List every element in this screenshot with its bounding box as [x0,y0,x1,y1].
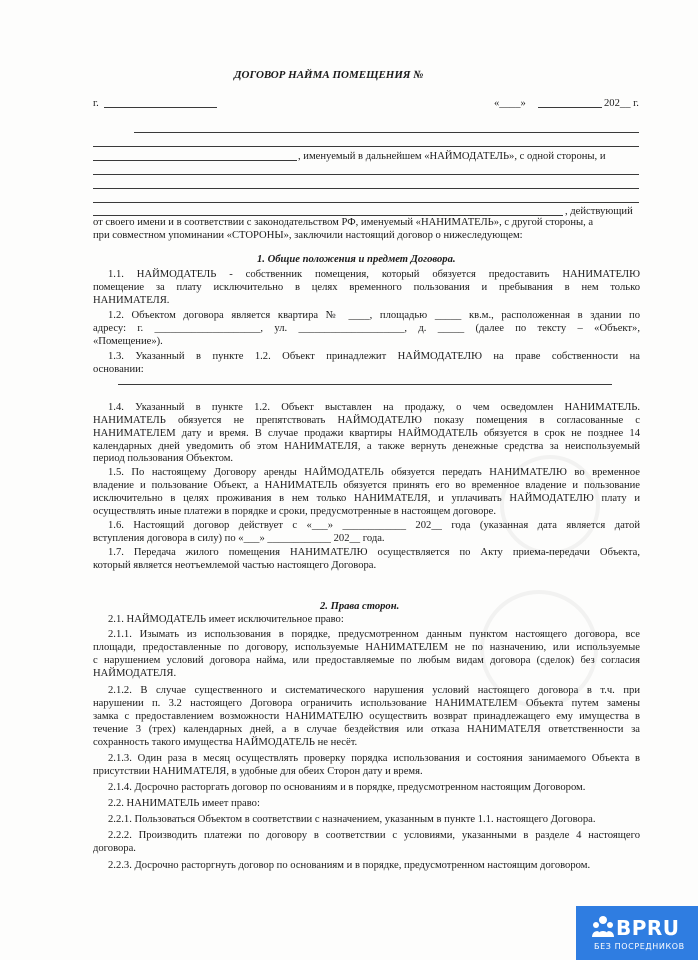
clause-text: 1.4. Указанный в пункте 1.2. Объект выставлен на продажу, о чем осведомлен НАНИМАТЕЛЬ. [108,402,640,413]
tenant-end: , действующий [565,206,633,217]
clause-text: 2.1.3. Один раза в месяц осуществлять проверку порядка использования и состояния занимаемого Объекта в [108,753,640,764]
clause-text: помещение за плату исключительно в целях временного пользования и пребывания в нем только [93,282,640,293]
clause-text: основании: [93,364,144,375]
clause-text: замка с предоставлением возможности НАНИМАТЕЛЮ осуществить возврат принадлежащего ему имущества в [93,711,640,722]
clause-text: календарных дней уведомить об этом НАНИМАТЕЛЯ, а также вернуть денежные средства за неиспользуемый [93,441,640,452]
clause-text: сохранность такого имущества НАЙМОДАТЕЛЬ не несёт. [93,737,358,748]
clause-text: 2.1.2. В случае существенного и систематического нарушения условий настоящего договора в т.ч. при [108,685,640,696]
clause-text: НАЙМОДАТЕЛЯ. [93,668,177,679]
clause-text: 1.7. Передача жилого помещения НАНИМАТЕЛЮ осуществляется по Акту приема-передачи Объекта, [108,547,640,558]
section-heading: 1. Общие положения и предмет Договора. [257,254,456,265]
clause-text: 1.6. Настоящий договор действует с «___» ____________ 202__ года (указанная дата является датой [108,520,640,531]
clause-text: 1.1. НАЙМОДАТЕЛЬ - собственник помещения, который обязуется предоставить НАНИМАТЕЛЮ [108,269,640,280]
blank-line [93,174,639,175]
clause-text: 2.2.1. Пользоваться Объектом в соответствии с назначением, указанным в пункте 1.1. настоящего Договора. [108,814,596,825]
clause-text: НАНИМАТЕЛЕМ дату и время. В случае продажи квартиры НАЙМОДАТЕЛЬ обязуется в срок не позднее 14 [93,428,640,439]
clause-text: «Помещение»). [93,336,163,347]
blank-line [93,202,639,203]
bpru-watermark-badge [576,906,698,960]
clause-text: площади, предоставленные по договору, используемые НАНИМАТЕЛЕМ не по назначению, или используемые [93,642,640,653]
clause-text: с нарушением условий договора найма, или предоставляемые по любым видам договора (сделок) без согласия [93,655,640,666]
date-month-blank [538,107,602,108]
clause-text: исключительно в целях проживания в нем только НАНИМАТЕЛЯ, и уплачивать НАЙМОДАТЕЛЮ плату и [93,493,640,504]
clause-text: осуществлять иные платежи в порядке и сроки, предусмотренные в настоящем договоре. [93,506,496,517]
clause-text: 2.2. НАНИМАТЕЛЬ имеет право: [108,798,260,809]
clause-text: договора. [93,843,136,854]
watermark-brand: BPRU [616,916,680,940]
date-day: «____» [494,98,526,109]
clause-text: 2.1.1. Изымать из использования в порядке, предусмотренном данным пунктом настоящего договора, все [108,629,640,640]
clause-text: 1.3. Указанный в пункте 1.2. Объект принадлежит НАЙМОДАТЕЛЮ на праве собственности на [108,351,640,362]
clause-text: 2.1. НАЙМОДАТЕЛЬ имеет исключительное право: [108,614,344,625]
clause-text: 2.2.2. Производить платежи по договору в соответствии с условиями, указанными в разделе 4 настоящего [108,830,640,841]
people-icon [592,915,614,939]
clause-text: 1.2. Объектом договора является квартира № ____, площадью _____ кв.м., расположенная в здании по [108,310,640,321]
preamble-line: при совместном упоминании «СТОРОНЫ», заключили настоящий договор о нижеследующем: [93,230,523,241]
document-title: ДОГОВОР НАЙМА ПОМЕЩЕНИЯ № [234,69,424,81]
blank-line [134,132,639,133]
clause-text: НАНИМАТЕЛЯ. [93,295,170,306]
blank-line [93,146,639,147]
clause-text: 2.2.3. Досрочно расторгнуть договор по основаниям и в порядке, предусмотренном настоящим договором. [108,860,591,871]
clause-text: который является неотъемлемой частью настоящего Договора. [93,560,377,571]
ownership-basis-blank [118,384,612,385]
clause-text: 2.1.4. Досрочно расторгать договор по основаниям и в порядке, предусмотренном настоящим Договором. [108,782,586,793]
city-prefix: г. [93,98,99,109]
clause-text: адресу: г. ____________________, ул. ____________________, д. _____ (далее по тексту – «Объект», [93,323,640,334]
landlord-blank [93,160,297,161]
blank-line [93,188,639,189]
clause-text: владение и пользование Объект, а НАНИМАТЕЛЬ обязуется принять его во временное владение и пользование [93,480,640,491]
clause-text: НАНИМАТЕЛЬ обязуется не препятствовать НАЙМОДАТЕЛЮ показу помещения в согласованные с [93,415,640,426]
clause-text: вступления договора в силу) по «___» ____________ 202__ года. [93,533,385,544]
city-blank [104,107,217,108]
section-heading: 2. Права сторон. [320,601,400,612]
clause-text: нарушении п. 3.2 настоящего Договора ограничить использование НАНИМАТЕЛЕМ Объекта путем замены [93,698,640,709]
date-year: 202__ г. [604,98,639,109]
clause-text: период пользования Объектом. [93,453,234,464]
watermark-tagline: БЕЗ ПОСРЕДНИКОВ [594,942,685,951]
clause-text: 1.5. По настоящему Договору аренды НАЙМОДАТЕЛЬ обязуется передать НАНИМАТЕЛЮ во временное [108,467,640,478]
clause-text: течение 3 (трех) календарных дней, а в случае бездействия или отказа НАНИМАТЕЛЯ ответственности за [93,724,640,735]
landlord-line: , именуемый в дальнейшем «НАЙМОДАТЕЛЬ», с одной стороны, и [298,151,606,162]
clause-text: присутствии НАНИМАТЕЛЯ, в удобные для обеих Сторон дату и время. [93,766,423,777]
preamble-line: от своего имени и в соответствии с законодательством РФ, именуемый «НАНИМАТЕЛЬ», с другой стороны, а [93,217,594,228]
